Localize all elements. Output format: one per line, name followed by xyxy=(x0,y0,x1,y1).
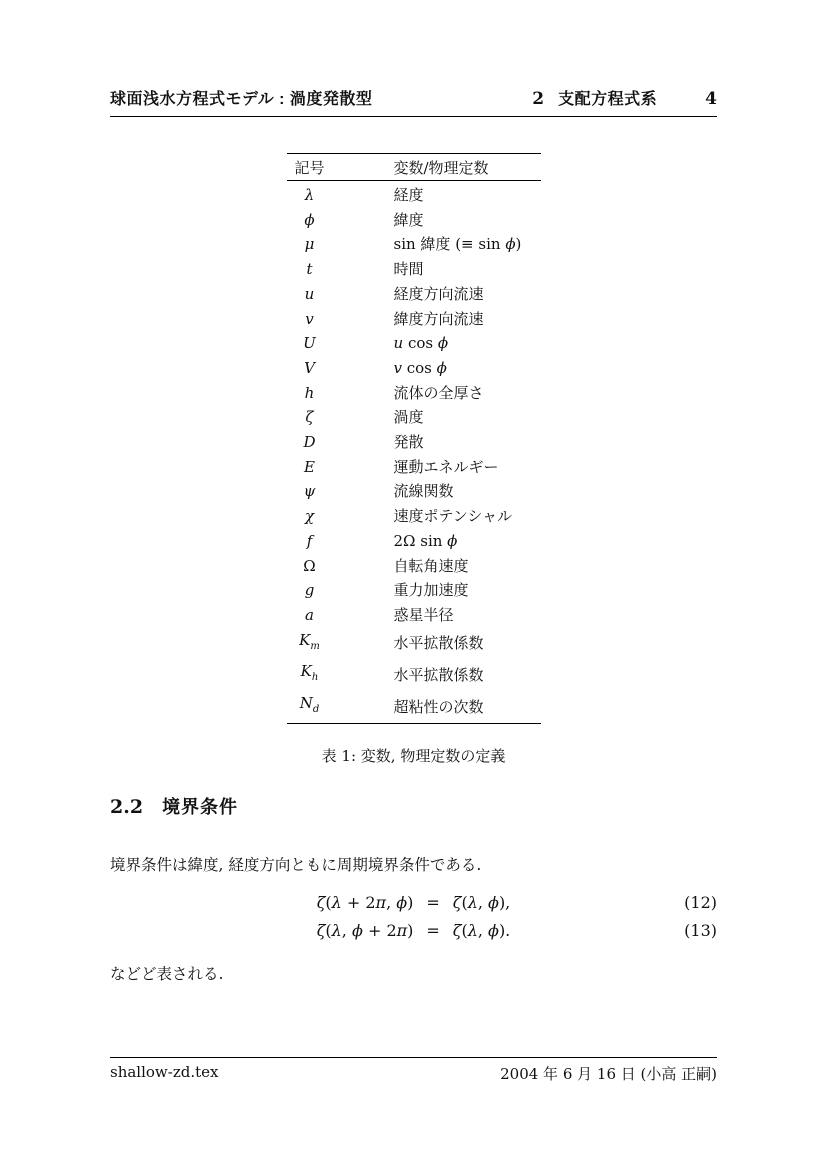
description-cell xyxy=(333,181,541,208)
symbol-glyph: ψ xyxy=(303,482,316,501)
text-segment: ) xyxy=(407,920,414,940)
text-segment: ϕ xyxy=(396,892,408,912)
text-segment: λ xyxy=(331,892,342,912)
text-segment: 超粘性の次数 xyxy=(393,697,484,716)
text-segment: cos xyxy=(401,358,437,377)
description-cell xyxy=(333,529,541,554)
text-segment: ). xyxy=(498,920,511,940)
text-segment: 運動エネルギー xyxy=(393,457,499,476)
symbol-cell xyxy=(287,257,333,282)
paragraph-closing: などど表される. xyxy=(110,964,224,983)
table-row xyxy=(287,479,541,504)
symbol-cell xyxy=(287,381,333,406)
description-cell xyxy=(333,356,541,381)
text-segment: 経度方向流速 xyxy=(393,284,484,303)
symbol-cell xyxy=(287,282,333,307)
running-section-number: 2 xyxy=(532,89,545,109)
equation-rhs xyxy=(453,893,510,912)
column-header-description: 変数/物理定数 xyxy=(333,154,541,181)
table-row xyxy=(287,578,541,603)
description-cell xyxy=(333,578,541,603)
footer-filename: shallow-zd.tex xyxy=(110,1063,219,1081)
symbol-cell xyxy=(287,659,333,691)
text-segment: ϕ xyxy=(447,531,458,550)
text-segment: + 2 xyxy=(362,920,397,940)
equation-block xyxy=(110,889,717,945)
description-cell xyxy=(333,504,541,529)
text-segment: ζ xyxy=(452,920,462,940)
section-number: 2.2 xyxy=(110,795,144,818)
text-segment: 重力加速度 xyxy=(393,581,469,600)
description-cell xyxy=(333,282,541,307)
text-segment: ζ xyxy=(316,892,326,912)
text-segment: cos xyxy=(403,334,438,353)
symbol-glyph: ϕ xyxy=(304,210,315,229)
text-segment: 自転角速度 xyxy=(393,556,469,575)
equation-number: (13) xyxy=(684,920,717,940)
symbol-cell xyxy=(287,455,333,480)
symbol-cell xyxy=(287,554,333,579)
page-footer xyxy=(110,1057,717,1084)
text-segment: ( xyxy=(461,920,468,940)
symbol-glyph: λ xyxy=(304,186,315,204)
text-segment: ) xyxy=(515,235,522,254)
symbol-cell xyxy=(287,578,333,603)
text-segment: 流体の全厚さ xyxy=(393,383,484,402)
description-cell xyxy=(333,257,541,282)
text-segment: λ xyxy=(467,892,478,912)
equation-rhs xyxy=(453,921,510,940)
table-row xyxy=(287,430,541,455)
equation-lhs xyxy=(317,921,414,940)
symbol-cell xyxy=(287,181,333,208)
description-cell xyxy=(333,603,541,628)
symbol-cell xyxy=(287,691,333,723)
symbol-glyph: ζ xyxy=(305,408,314,427)
symbol-glyph: t xyxy=(306,260,313,279)
table-row xyxy=(287,603,541,628)
footer-date-author: 2004 年 6 月 16 日 (小高 正嗣) xyxy=(500,1065,717,1083)
table-row xyxy=(287,331,541,356)
text-segment: π xyxy=(375,892,387,912)
text-segment: π xyxy=(396,920,408,940)
symbol-cell xyxy=(287,208,333,233)
text-segment: 流線関数 xyxy=(393,482,454,501)
symbol-glyph: K xyxy=(300,662,312,681)
description-cell xyxy=(333,331,541,356)
text-segment: 水平拡散係数 xyxy=(393,665,484,684)
equation-relation: = xyxy=(426,892,440,912)
description-cell xyxy=(333,405,541,430)
symbol-glyph: u xyxy=(304,284,315,303)
text-segment: , xyxy=(341,920,352,940)
equation-lhs xyxy=(317,893,414,912)
paragraph-boundary-conditions: 境界条件は緯度, 経度方向ともに周期境界条件である. xyxy=(110,855,482,874)
table-row xyxy=(287,554,541,579)
symbol-cell xyxy=(287,628,333,660)
text-segment: 緯度方向流速 xyxy=(393,309,484,328)
table-row xyxy=(287,659,541,691)
text-segment: ϕ xyxy=(436,358,447,377)
description-cell xyxy=(333,232,541,257)
symbol-cell xyxy=(287,232,333,257)
text-segment: 時間 xyxy=(393,260,424,279)
symbol-cell xyxy=(287,504,333,529)
table-row xyxy=(287,381,541,406)
text-segment: 発散 xyxy=(393,433,424,452)
description-cell xyxy=(333,455,541,480)
text-segment: , xyxy=(477,892,489,912)
description-cell xyxy=(333,659,541,691)
symbol-subscript: m xyxy=(310,640,320,652)
symbol-definition-table xyxy=(287,153,541,724)
table-row xyxy=(287,282,541,307)
text-segment: 惑星半径 xyxy=(393,605,454,624)
description-cell xyxy=(333,307,541,332)
running-header-right xyxy=(532,86,717,109)
text-segment: 緯度 xyxy=(393,210,424,229)
symbol-glyph: v xyxy=(305,309,314,328)
symbol-cell xyxy=(287,529,333,554)
description-cell xyxy=(333,430,541,455)
text-segment: v xyxy=(393,358,402,377)
table-row xyxy=(287,691,541,723)
text-segment: , xyxy=(386,892,397,912)
equation-relation: = xyxy=(426,920,440,940)
table-header-row xyxy=(287,154,541,181)
table-row xyxy=(287,529,541,554)
symbol-glyph: V xyxy=(304,358,315,377)
equation-number: (12) xyxy=(684,892,717,912)
symbol-cell xyxy=(287,479,333,504)
symbol-glyph: K xyxy=(299,630,311,649)
section-title: 境界条件 xyxy=(162,796,239,817)
page-number: 4 xyxy=(705,89,717,109)
text-segment: ζ xyxy=(452,892,462,912)
symbol-cell xyxy=(287,430,333,455)
text-segment: ϕ xyxy=(505,235,516,254)
symbol-cell xyxy=(287,603,333,628)
table-row xyxy=(287,628,541,660)
text-segment: λ xyxy=(467,920,478,940)
symbol-glyph: h xyxy=(304,383,315,402)
section-heading xyxy=(110,793,717,819)
symbol-glyph: g xyxy=(304,581,315,600)
text-segment: ), xyxy=(498,892,511,912)
text-segment: sin 緯度 (≡ sin xyxy=(393,235,506,254)
symbol-glyph: a xyxy=(305,605,314,624)
text-segment: 水平拡散係数 xyxy=(393,634,484,653)
text-segment: ζ xyxy=(316,920,326,940)
column-header-symbol: 記号 xyxy=(287,154,333,181)
description-cell xyxy=(333,208,541,233)
text-segment: ) xyxy=(407,892,414,912)
table-row xyxy=(287,257,541,282)
text-segment: 経度 xyxy=(393,186,424,204)
text-segment: 2Ω sin xyxy=(393,531,448,550)
symbol-cell xyxy=(287,356,333,381)
text-segment: 速度ポテンシャル xyxy=(393,507,513,526)
text-segment: ϕ xyxy=(351,920,363,940)
symbol-cell xyxy=(287,331,333,356)
table-row xyxy=(287,307,541,332)
symbol-glyph: D xyxy=(303,433,316,452)
table-row xyxy=(287,455,541,480)
description-cell xyxy=(333,479,541,504)
table-row xyxy=(287,208,541,233)
text-segment: ( xyxy=(325,920,332,940)
table-row xyxy=(287,504,541,529)
text-segment: 渦度 xyxy=(393,408,424,427)
description-cell xyxy=(333,381,541,406)
symbol-subscript: h xyxy=(311,672,319,684)
equation-row xyxy=(110,917,717,945)
table-row xyxy=(287,356,541,381)
description-cell xyxy=(333,691,541,723)
symbol-glyph: E xyxy=(304,457,315,476)
text-segment: , xyxy=(477,920,489,940)
running-section-title: 支配方程式系 xyxy=(558,91,658,108)
text-segment: u xyxy=(393,334,404,353)
text-segment: + 2 xyxy=(341,892,376,912)
symbol-glyph: U xyxy=(303,334,316,353)
symbol-cell xyxy=(287,405,333,430)
text-segment: λ xyxy=(331,920,342,940)
text-segment: ϕ xyxy=(488,920,499,940)
symbol-glyph: χ xyxy=(304,507,315,526)
symbol-glyph: μ xyxy=(304,235,315,254)
table-caption: 表 1: 変数, 物理定数の定義 xyxy=(321,746,506,765)
table-row xyxy=(287,181,541,208)
equation-row xyxy=(110,889,717,917)
description-cell xyxy=(333,628,541,660)
text-segment: ( xyxy=(325,892,332,912)
symbol-glyph: f xyxy=(306,531,313,550)
symbol-glyph: Ω xyxy=(303,556,316,575)
text-segment: ϕ xyxy=(488,892,499,912)
text-segment: ( xyxy=(461,892,468,912)
page-header xyxy=(110,86,717,117)
table-row xyxy=(287,232,541,257)
running-title: 球面浅水方程式モデル : 渦度発散型 xyxy=(110,91,373,108)
text-segment: ϕ xyxy=(437,334,449,353)
table-row xyxy=(287,405,541,430)
symbol-subscript: d xyxy=(312,704,320,716)
symbol-glyph: N xyxy=(299,694,313,713)
description-cell xyxy=(333,554,541,579)
symbol-cell xyxy=(287,307,333,332)
